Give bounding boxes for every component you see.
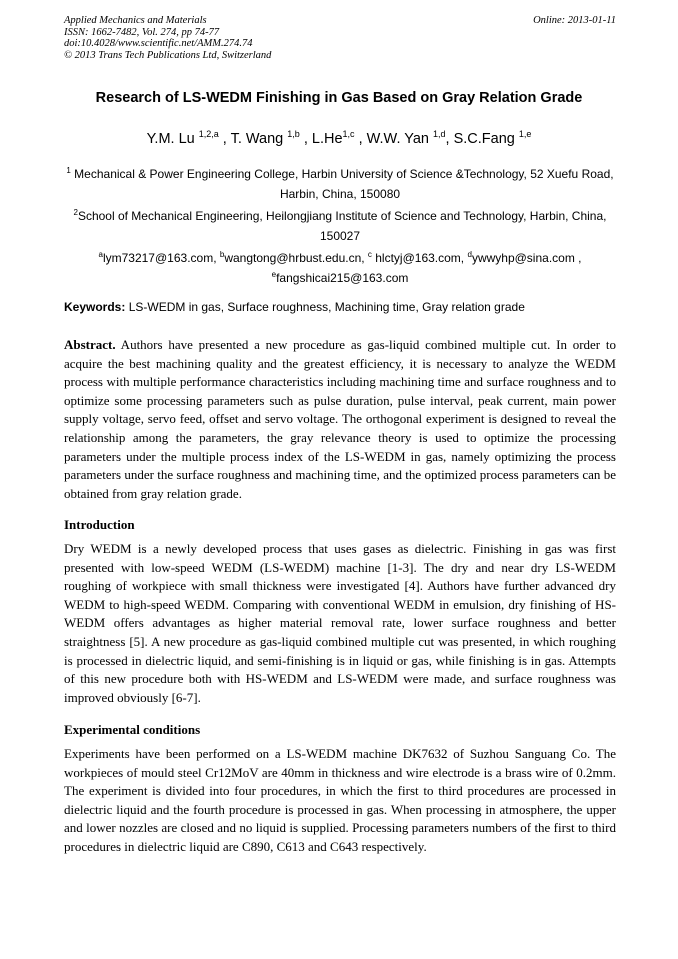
email-address: fangshicai215@163.com [276, 270, 409, 285]
email-mark: a [98, 250, 103, 259]
experimental-paragraph: Experiments have been performed on a LS-WEDM machine DK7632 of Suzhou Sanguang Co. The workpieces of mould steel Cr12MoV are 40mm in thickness and wire electrode is a brass wire of 0.2mm. The experiment is divided into four procedures, in which the first to third procedures are processed in dielectric liquid and the fourth procedure is processed in gas. When processing in atmosphere, the upper and lower nozzles are closed and no liquid is supplied. Processing parameters numbers of the first to third procedures in dielectric liquid are C890, C613 and C643 respectively. [64, 746, 616, 854]
author-affiliation-mark: 1,c [342, 129, 355, 139]
author-separator: , [299, 131, 312, 147]
email-mark: c [367, 250, 372, 259]
introduction-paragraph: Dry WEDM is a newly developed process that uses gases as dielectric. Finishing in gas was first presented with low-speed WEDM (LS-WEDM) machine [1-3]. The dry and near dry LS-WEDM roughing of workpiece with small thickness were investigated [4]. Authors have further advanced dry WEDM to high-speed WEDM. Comparing with conventional WEDM in emulsion, dry finishing of HS-WEDM offers advantages as higher material removal rate, lower surface roughness and better straightness [5]. A new procedure as gas-liquid combined multiple cut was presented, in which roughing is processed in dielectric liquid, and semi-finishing is in liquid or gas, while finishing is in gas. Attempts of this new procedure both with HS-WEDM and LS-WEDM were made, and surface roughness was improved obviously [6-7]. [64, 541, 616, 705]
affiliation-text: Mechanical & Power Engineering College, Harbin University of Science &Technology, 52 Xuefu Road, Harbin, China, 150080 [70, 167, 614, 201]
copyright-line: © 2013 Trans Tech Publications Ltd, Switzerland [64, 49, 272, 61]
issn-line: ISSN: 1662-7482, Vol. 274, pp 74-77 [64, 26, 220, 38]
email-mark: d [467, 250, 472, 259]
author-list [30, 131, 648, 147]
affiliation-1 [64, 165, 616, 204]
author-name: Y.M. Lu [146, 131, 199, 147]
doi-line: doi:10.4028/www.scientific.net/AMM.274.74 [64, 38, 253, 49]
abstract-paragraph [64, 336, 616, 503]
author-separator: , [354, 131, 367, 147]
experimental-heading: Experimental conditions [64, 722, 201, 737]
paper-title: Research of LS-WEDM Finishing in Gas Based on Gray Relation Grade [95, 90, 583, 106]
abstract-label: Abstract. [64, 337, 116, 352]
email-mark: e [271, 269, 277, 279]
online-date: Online: 2013-01-11 [533, 15, 616, 26]
abstract-text: Authors have presented a new procedure as gas-liquid combined multiple cut. In order to acquire the best machining quality and the greatest efficiency, it is necessary to analyze the WEDM process with multiple performance characteristics including machining time and surface roughness and to optimize some processing parameters such as pulse duration, pulse interval, peak current, main power supply voltage, servo feed, offset and servo voltage. The orthogonal experiment is designed to reveal the relationship among the parameters, the gray relevance theory is used to optimize the processing parameters under the multiple process index of the LS-WEDM in gas, namely optimizing the process parameters under the surface roughness and machining time, and the optimized process parameters can be obtained from gray relation grade. [64, 337, 616, 501]
keywords-line [64, 300, 616, 314]
author-name: L.He [311, 131, 343, 147]
author-separator: , [218, 131, 231, 147]
email-address: ywwyhp@sina.com , [471, 251, 582, 265]
email-address: lym73217@163.com, [102, 251, 220, 265]
author-name: T. Wang [230, 131, 288, 147]
email-address: hlctyj@163.com, [371, 251, 468, 265]
author-affiliation-mark: 1,d [433, 129, 446, 139]
author-affiliation-mark: 1,2,a [198, 129, 219, 139]
author-affiliation-mark: 1,e [518, 129, 532, 139]
email-address: wangtong@hrbust.edu.cn, [224, 251, 368, 265]
keywords-text: LS-WEDM in gas, Surface roughness, Machining time, Gray relation grade [125, 300, 525, 314]
introduction-heading: Introduction [64, 517, 135, 532]
author-separator: , [445, 131, 454, 147]
affiliation-mark: 1 [66, 166, 71, 175]
email-list [64, 249, 616, 288]
journal-name: Applied Mechanics and Materials [64, 15, 207, 26]
affiliation-text: School of Mechanical Engineering, Heilongjiang Institute of Science and Technology, Harbin, China, 150027 [77, 209, 607, 243]
author-affiliation-mark: 1,b [287, 129, 300, 139]
running-header [64, 15, 616, 61]
author-name: W.W. Yan [366, 131, 433, 147]
keywords-label: Keywords: [64, 300, 126, 314]
author-name: S.C.Fang [453, 131, 519, 147]
affiliation-mark: 2 [73, 208, 78, 217]
affiliation-2 [64, 207, 616, 246]
email-mark: b [219, 250, 225, 259]
